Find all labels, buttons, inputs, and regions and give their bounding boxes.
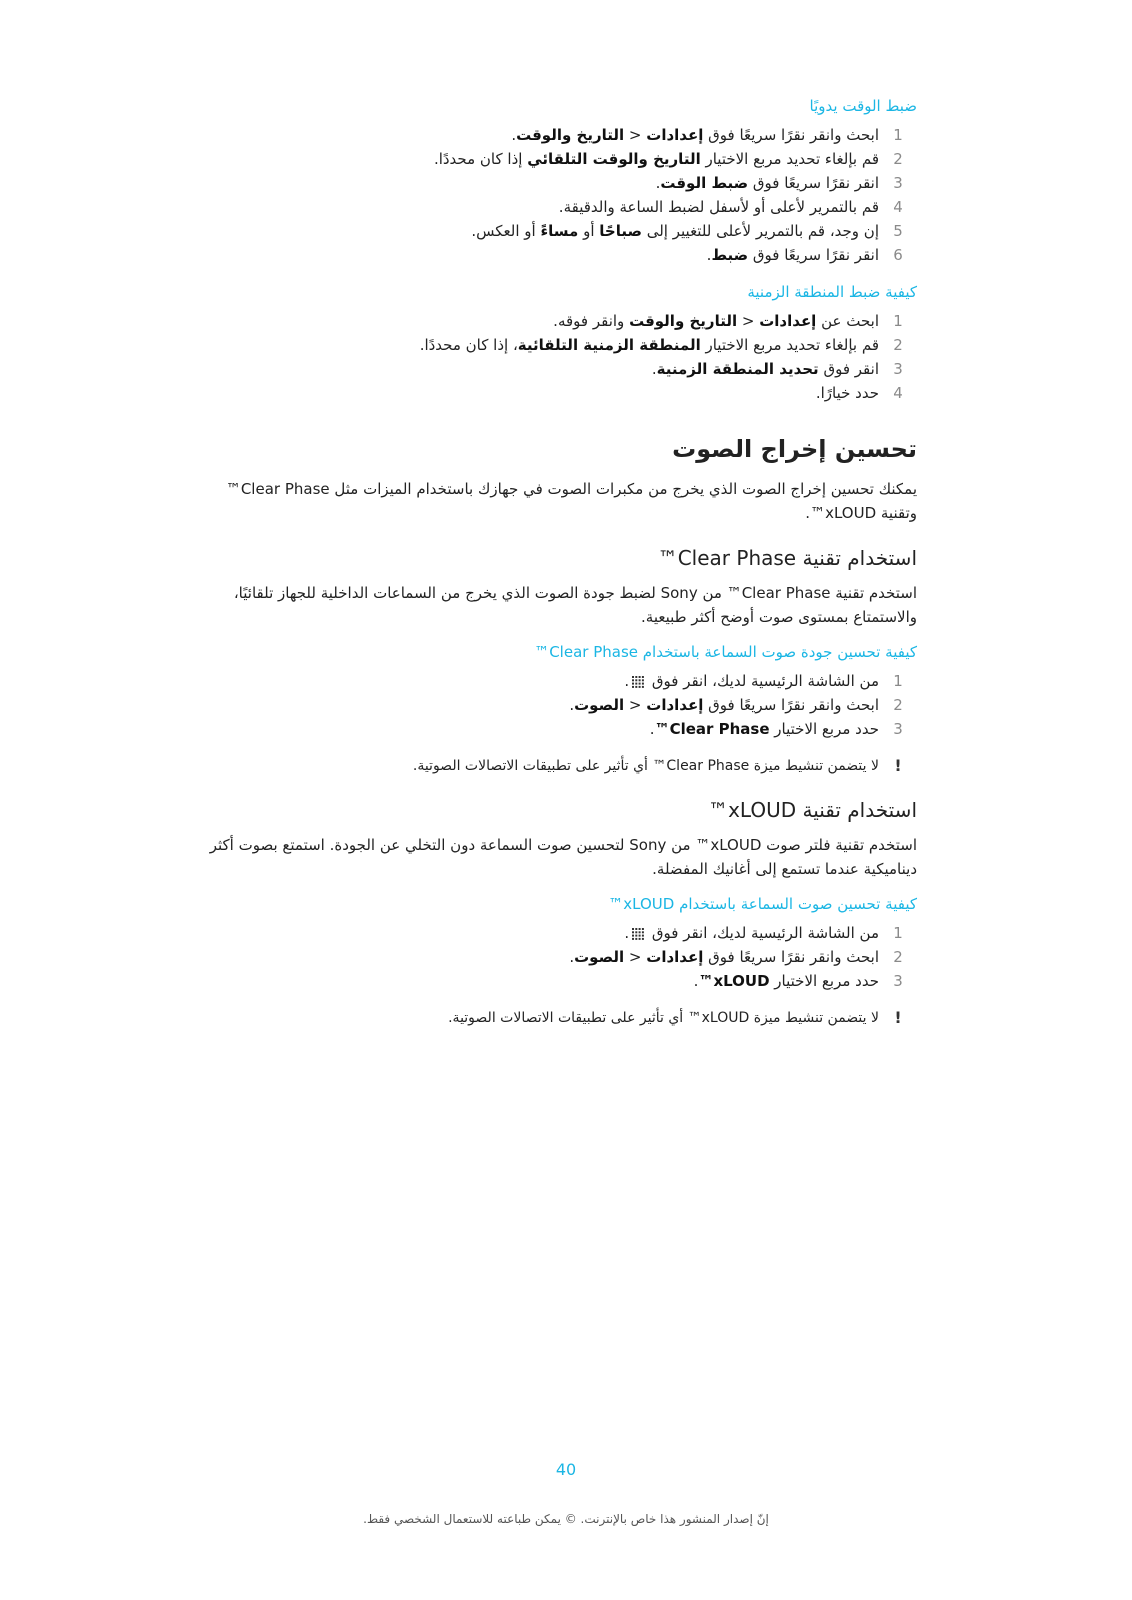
- xloud-intro: استخدم تقنية فلتر صوت xLOUD™ من Sony لتحسين صوت السماعة دون التخلي عن الجودة. استمتع بصوت أكثر ديناميكية عندما تستمع إلى أغانيك المفضلة.: [209, 836, 917, 878]
- clearphase-note: [205, 755, 917, 777]
- step-number: 6: [893, 246, 903, 264]
- step-item: [205, 381, 917, 405]
- step-ui-label: xLOUD™: [698, 972, 770, 990]
- step-number: 2: [893, 696, 903, 714]
- step-text-part: انقر نقرًا سريعًا فوق: [748, 174, 879, 192]
- step-number: 1: [893, 126, 903, 144]
- step-item: [205, 147, 917, 171]
- step-text-part: ، إذا كان محددًا.: [419, 336, 518, 354]
- step-text-part: ابحث عن: [816, 312, 879, 330]
- step-text-part: .: [624, 672, 630, 690]
- step-text: [205, 921, 879, 945]
- step-ui-label: صباحًا: [599, 222, 642, 240]
- step-text: [205, 171, 879, 195]
- step-item: [205, 945, 917, 969]
- step-text-part: <: [624, 696, 647, 714]
- step-text: [205, 333, 879, 357]
- exclamation-icon: !: [894, 1008, 902, 1027]
- step-text-part: .: [511, 126, 517, 144]
- apps-grid-icon: [631, 675, 645, 689]
- manual-page: [205, 95, 917, 1047]
- step-ui-label: المنطقة الزمنية التلقائية: [517, 336, 701, 354]
- step-number: 2: [893, 948, 903, 966]
- step-ui-label: إعدادات: [759, 312, 817, 330]
- step-text-part: .: [693, 972, 699, 990]
- step-text-part: .: [655, 174, 661, 192]
- enhance-heading: تحسين إخراج الصوت: [672, 435, 917, 463]
- step-text-part: إذا كان محددًا.: [433, 150, 528, 168]
- step-text-part: إن وجد، قم بالتمرير لأعلى للتغيير إلى: [641, 222, 879, 240]
- exclamation-icon: !: [894, 756, 902, 775]
- step-text-part: <: [624, 948, 647, 966]
- step-ui-label: التاريخ والوقت: [629, 312, 738, 330]
- step-ui-label: إعدادات: [646, 126, 704, 144]
- step-number: 1: [893, 312, 903, 330]
- step-item: [205, 717, 917, 741]
- step-text-part: حدد مربع الاختيار: [769, 972, 879, 990]
- step-number: 3: [893, 972, 903, 990]
- step-text: [205, 243, 879, 267]
- footer-notice: إنّ إصدار المنشور هذا خاص بالإنترنت. © يمكن طباعته للاستعمال الشخصي فقط.: [363, 1512, 769, 1526]
- step-item: [205, 333, 917, 357]
- step-text-part: .: [706, 246, 712, 264]
- step-text-part: <: [737, 312, 760, 330]
- xloud-heading: استخدام تقنية xLOUD™: [708, 798, 917, 822]
- step-text-part: انقر نقرًا سريعًا فوق: [748, 246, 879, 264]
- step-text: [205, 717, 879, 741]
- step-item: [205, 219, 917, 243]
- step-number: 3: [893, 174, 903, 192]
- step-text: [205, 969, 879, 993]
- step-item: [205, 243, 917, 267]
- step-ui-label: إعدادات: [646, 696, 704, 714]
- step-item: [205, 357, 917, 381]
- manual-time-title: ضبط الوقت يدويًا: [809, 97, 917, 115]
- step-text-part: .: [649, 720, 655, 738]
- step-number: 2: [893, 336, 903, 354]
- step-ui-label: الصوت: [574, 948, 625, 966]
- timezone-title: كيفية ضبط المنطقة الزمنية: [747, 283, 917, 301]
- step-text-part: .: [569, 948, 575, 966]
- step-ui-label: الصوت: [574, 696, 625, 714]
- step-text-part: أو العكس.: [471, 222, 541, 240]
- step-text: [205, 693, 879, 717]
- step-item: [205, 969, 917, 993]
- xloud-steps: [205, 921, 917, 993]
- step-number: 4: [893, 198, 903, 216]
- step-ui-label: التاريخ والوقت التلقائي: [527, 150, 701, 168]
- step-text-part: من الشاشة الرئيسية لديك، انقر فوق: [647, 924, 879, 942]
- step-ui-label: إعدادات: [646, 948, 704, 966]
- step-text-part: <: [624, 126, 647, 144]
- clearphase-subhead: كيفية تحسين جودة صوت السماعة باستخدام Clear Phase™: [534, 643, 917, 661]
- step-text: [205, 219, 879, 243]
- step-number: 1: [893, 672, 903, 690]
- step-item: [205, 171, 917, 195]
- step-number: 1: [893, 924, 903, 942]
- step-item: [205, 921, 917, 945]
- step-text-part: قم بإلغاء تحديد مربع الاختيار: [700, 336, 879, 354]
- step-text: [205, 381, 879, 405]
- step-number: 2: [893, 150, 903, 168]
- step-number: 3: [893, 360, 903, 378]
- step-ui-label: مساءً: [540, 222, 579, 240]
- step-ui-label: Clear Phase™: [654, 720, 770, 738]
- step-ui-label: تحديد المنطقة الزمنية: [656, 360, 819, 378]
- step-number: 3: [893, 720, 903, 738]
- timezone-steps: [205, 309, 917, 405]
- step-text-part: ابحث وانقر نقرًا سريعًا فوق: [703, 126, 879, 144]
- step-text: [205, 309, 879, 333]
- xloud-note: [205, 1007, 917, 1029]
- step-text-part: حدد خيارًا.: [815, 384, 879, 402]
- step-text-part: .: [651, 360, 657, 378]
- apps-grid-icon: [631, 927, 645, 941]
- step-text-part: وانقر فوقه.: [553, 312, 630, 330]
- step-text: [205, 147, 879, 171]
- clearphase-note-text: لا يتضمن تنشيط ميزة Clear Phase™ أي تأثير على تطبيقات الاتصالات الصوتية.: [412, 758, 879, 774]
- step-number: 5: [893, 222, 903, 240]
- step-ui-label: ضبط الوقت: [660, 174, 749, 192]
- step-text-part: ابحث وانقر نقرًا سريعًا فوق: [703, 948, 879, 966]
- step-text: [205, 123, 879, 147]
- manual-time-steps: [205, 123, 917, 267]
- clearphase-heading: استخدام تقنية Clear Phase™: [657, 546, 917, 570]
- xloud-subhead: كيفية تحسين صوت السماعة باستخدام xLOUD™: [608, 895, 917, 913]
- step-text-part: قم بالتمرير لأعلى أو لأسفل لضبط الساعة والدقيقة.: [558, 198, 879, 216]
- step-text: [205, 357, 879, 381]
- step-text-part: .: [569, 696, 575, 714]
- step-item: [205, 693, 917, 717]
- clearphase-steps: [205, 669, 917, 741]
- step-item: [205, 309, 917, 333]
- step-ui-label: التاريخ والوقت: [516, 126, 625, 144]
- enhance-intro: يمكنك تحسين إخراج الصوت الذي يخرج من مكبرات الصوت في جهازك باستخدام الميزات مثل Clear Phase™ وتقنية xLOUD™.: [225, 480, 917, 522]
- step-text-part: أو: [578, 222, 600, 240]
- page-number: 40: [555, 1460, 577, 1479]
- step-text-part: من الشاشة الرئيسية لديك، انقر فوق: [647, 672, 879, 690]
- step-item: [205, 123, 917, 147]
- step-number: 4: [893, 384, 903, 402]
- step-ui-label: ضبط: [711, 246, 749, 264]
- step-text-part: حدد مربع الاختيار: [769, 720, 879, 738]
- step-text-part: قم بإلغاء تحديد مربع الاختيار: [700, 150, 879, 168]
- clearphase-intro: استخدم تقنية Clear Phase™ من Sony لضبط جودة الصوت الذي يخرج من السماعات الداخلية للجهاز تلقائيًا، والاستمتاع بمستوى صوت أوضح أكثر طبيعية.: [233, 584, 917, 626]
- step-item: [205, 195, 917, 219]
- step-text-part: انقر فوق: [818, 360, 879, 378]
- step-text-part: ابحث وانقر نقرًا سريعًا فوق: [703, 696, 879, 714]
- step-text: [205, 945, 879, 969]
- step-text: [205, 195, 879, 219]
- step-text-part: .: [624, 924, 630, 942]
- step-text: [205, 669, 879, 693]
- step-item: [205, 669, 917, 693]
- xloud-note-text: لا يتضمن تنشيط ميزة xLOUD™ أي تأثير على تطبيقات الاتصالات الصوتية.: [448, 1010, 879, 1026]
